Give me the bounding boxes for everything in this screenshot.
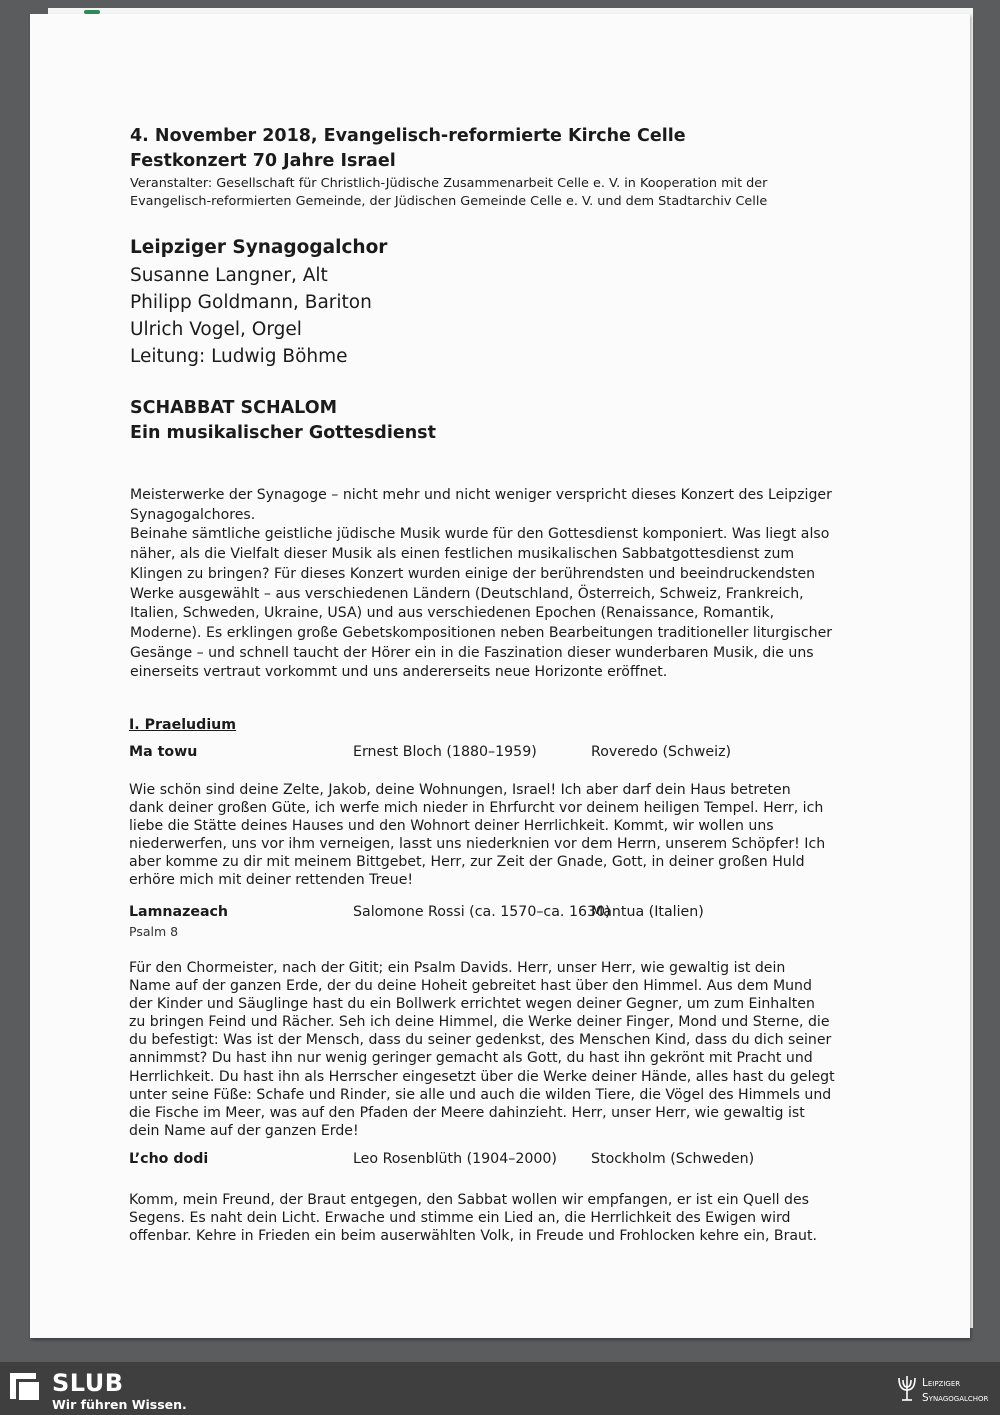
organizer-text <box>130 175 890 211</box>
lyric-line: liebe die Stätte deines Hauses und den Wohnort deiner Herrlichkeit. Kommt, wir wollen uns <box>129 818 774 835</box>
piece-row <box>129 1151 889 1171</box>
lyric-line: Wie schön sind deine Zelte, Jakob, deine Wohnungen, Israel! Ich aber darf dein Haus betreten <box>129 782 791 798</box>
menorah-icon <box>896 1372 918 1404</box>
intro-line: Moderne). Es erklingen große Gebetskompositionen neben Bearbeitungen traditioneller liturgischer <box>130 624 833 641</box>
lyric-line: dank deiner großen Güte, ich werfe mich nieder in Ehrfurcht vor deinem heiligen Tempel. Herr, ich <box>129 800 824 817</box>
piece-lyrics <box>129 959 851 1140</box>
intro-line: Gesänge – und schnell taucht der Hörer ein in die Faszination dieser wunderbaren Musik, die uns <box>130 644 814 661</box>
piece-place: Stockholm (Schweden) <box>591 1151 755 1167</box>
performer-line: Susanne Langner, Alt <box>130 265 328 286</box>
program-heading <box>130 396 890 446</box>
lyric-line: Komm, mein Freund, der Braut entgegen, den Sabbat wollen wir empfangen, er ist ein Quell des <box>129 1192 809 1208</box>
performer-line: Ulrich Vogel, Orgel <box>130 319 302 340</box>
intro-line: näher, als die Vielfalt dieser Musik als einen festlichen musikalischen Sabbatgottesdienst zum <box>130 546 795 563</box>
intro-line: Klingen zu bringen? Für dieses Konzert wurden einige der berührendsten und beeindruckendsten <box>130 565 816 582</box>
piece-place: Mantua (Italien) <box>591 904 704 920</box>
intro-line: Werke ausgewählt – aus verschiedenen Ländern (Deutschland, Österreich, Schweiz, Frankreich, <box>130 585 804 602</box>
lyric-line: Name auf der ganzen Erde, der du deine Hoheit gebreitet hast über den Himmel. Aus dem Mund <box>129 978 812 995</box>
program-title: SCHABBAT SCHALOM <box>130 398 337 418</box>
piece-title: Ma towu <box>129 744 198 760</box>
lyric-line: annimmst? Du hast ihn nur wenig geringer gemacht als Gott, du hast ihn gekrönt mit Pracht und <box>129 1050 813 1067</box>
lyric-line: offenbar. Kehre in Frieden ein beim auserwählten Volk, in Freude und Frohlocken kehre ein, Braut. <box>129 1228 817 1245</box>
piece-row <box>129 744 889 764</box>
partner-line: Leipziger <box>922 1377 961 1389</box>
document-page <box>30 14 970 1338</box>
performer-line: Leitung: Ludwig Böhme <box>130 346 348 367</box>
lyric-line: dein Name auf der ganzen Erde! <box>129 1122 359 1139</box>
choir-name: Leipziger Synagogalchor <box>130 237 388 258</box>
piece-subtitle: Psalm 8 <box>129 924 179 939</box>
section-heading: I. Praeludium <box>129 717 237 733</box>
slub-tagline: Wir führen Wissen. <box>52 1397 187 1412</box>
piece-row <box>129 904 889 924</box>
concert-date-title: 4. November 2018, Evangelisch-reformierte Kirche Celle <box>130 126 686 146</box>
lyric-line: Für den Chormeister, nach der Gitit; ein Psalm Davids. Herr, unser Herr, wie gewaltig ist dein <box>129 960 786 976</box>
intro-paragraph <box>130 486 860 683</box>
piece-title: Lamnazeach <box>129 904 229 920</box>
piece-lyrics <box>129 781 851 890</box>
intro-line: einerseits vertraut vorkommt und uns andererseits neue Horizonte eröffnet. <box>130 664 668 681</box>
intro-line: Italien, Schweden, Ukraine, USA) und aus verschiedenen Epochen (Renaissance, Romantik, <box>130 605 775 622</box>
lyric-line: niederwerfen, uns vor ihm verneigen, lasst uns niederknien vor dem Herrn, unserem Schöpfer! Ich <box>129 836 826 853</box>
performer-line: Philipp Goldmann, Bariton <box>130 292 372 313</box>
choir-block <box>130 234 890 370</box>
piece-composer: Leo Rosenblüth (1904–2000) <box>353 1151 557 1167</box>
partner-logo-text <box>922 1376 988 1406</box>
lyric-line: Segens. Es naht dein Licht. Erwache und stimme ein Lied an, die Herrlichkeit des Ewigen wird <box>129 1210 791 1227</box>
intro-line: Beinahe sämtliche geistliche jüdische Musik wurde für den Gottesdienst komponiert. Was liegt also <box>130 526 830 543</box>
lyric-line: erhöre mich mit deiner rettenden Treue! <box>129 872 414 889</box>
lyric-line: die Fische im Meer, was auf den Pfaden der Meere dahinzieht. Herr, unser Herr, wie gewaltig ist <box>129 1104 805 1121</box>
intro-line: Synagogalchores. <box>130 506 256 523</box>
concert-festival-title: Festkonzert 70 Jahre Israel <box>130 151 396 171</box>
viewer-footer <box>0 1362 1000 1415</box>
concert-header <box>130 124 890 211</box>
slub-logo-icon[interactable] <box>10 1373 42 1403</box>
lyric-line: Herrlichkeit. Du hast ihn als Herrscher eingesetzt über die Werke deiner Hände, alles hast du gelegt <box>129 1068 835 1085</box>
program-subtitle: Ein musikalischer Gottesdienst <box>130 423 436 443</box>
slub-name[interactable]: SLUB <box>52 1369 124 1397</box>
organizer-line: Veranstalter: Gesellschaft für Christlich-Jüdische Zusammenarbeit Celle e. V. in Kooperation mit der <box>130 176 768 191</box>
organizer-line: Evangelisch-reformierten Gemeinde, der Jüdischen Gemeinde Celle e. V. und dem Stadtarchiv Celle <box>130 194 768 209</box>
piece-title: L’cho dodi <box>129 1151 209 1167</box>
lyric-line: zu bringen Feind und Rächer. Seh ich deine Himmel, die Werke deiner Finger, Mond und Sterne, die <box>129 1014 830 1031</box>
partner-line: Synagogalchor <box>922 1392 989 1404</box>
lyric-line: du befestigt: Was ist der Mensch, dass du seiner gedenkst, des Menschen Kind, dass du dich seiner <box>129 1032 832 1049</box>
piece-lyrics <box>129 1191 851 1245</box>
piece-place: Roveredo (Schweiz) <box>591 744 732 760</box>
lyric-line: aber komme zu dir mit meinem Bittgebet, Herr, zur Zeit der Gnade, Gott, in deiner großen Huld <box>129 854 805 871</box>
lyric-line: der Kinder und Säuglinge hast du ein Bollwerk errichtet wegen deiner Gegner, um zum Einhalten <box>129 996 815 1013</box>
intro-line: Meisterwerke der Synagoge – nicht mehr und nicht weniger verspricht dieses Konzert des Leipziger <box>130 487 832 503</box>
lyric-line: unter seine Füße: Schafe und Rinder, sie alle und auch die wilden Tiere, die Vögel des Himmels und <box>129 1086 832 1103</box>
piece-composer: Ernest Bloch (1880–1959) <box>353 744 537 760</box>
piece-composer: Salomone Rossi (ca. 1570–ca. 1630) <box>353 904 611 920</box>
